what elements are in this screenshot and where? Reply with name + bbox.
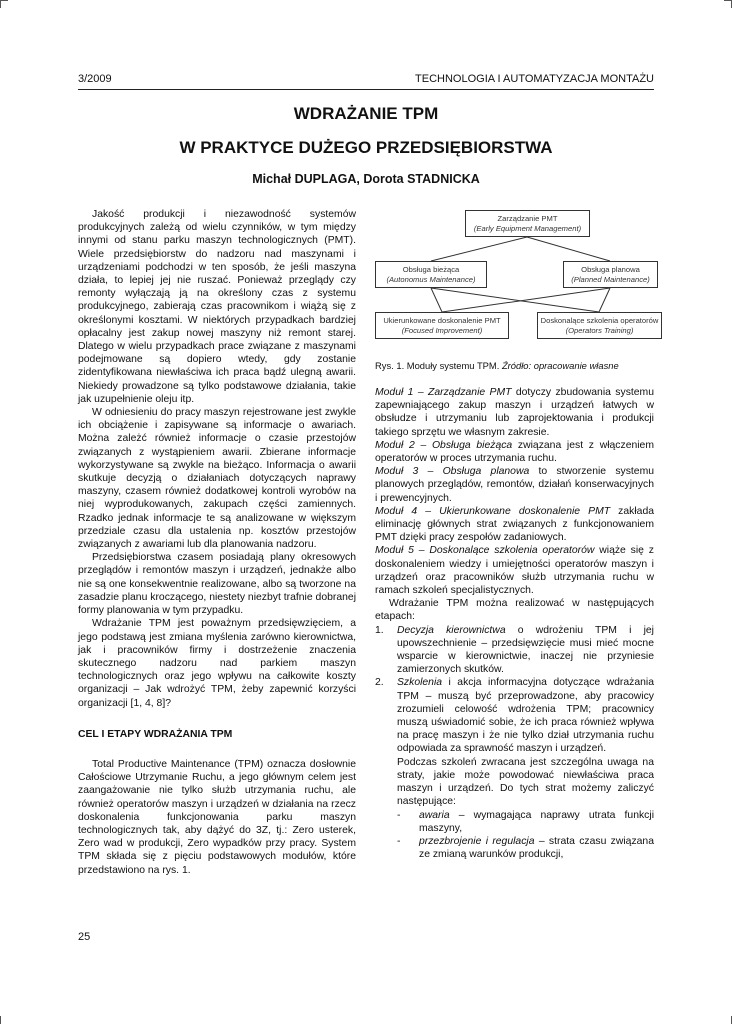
list-item: [375, 676, 654, 861]
box-sublabel: (Focused Improvement): [401, 326, 483, 335]
module-name: Moduł 1 – Zarządzanie PMT: [375, 387, 512, 398]
list-dash: -: [397, 835, 401, 847]
module-description: [375, 544, 654, 597]
loss-text: – wymagająca naprawy utrata funkcji maszyny,: [419, 809, 654, 834]
box-planned-maintenance: [563, 261, 658, 288]
list-number: 1.: [375, 624, 384, 636]
stage-text: o wdrożeniu TPM i jej upowszechnienie – przedsięwzięcie musi mieć mocne wsparcie w kierownictwie, inaczej nie przyniesie zamierzonych skutków.: [397, 624, 654, 676]
connector-line: [431, 237, 527, 261]
box-label: Ukierunkowane doskonalenie PMT: [383, 316, 501, 325]
article-title-line2: W PRAKTYCE DUŻEGO PRZEDSIĘBIORSTWA: [179, 138, 553, 157]
stage-name: Szkolenia: [397, 677, 443, 689]
module-name: Moduł 2 – Obsługa bieżąca: [375, 439, 513, 451]
box-label: Obsługa planowa: [581, 265, 640, 274]
list-item: [397, 809, 654, 835]
connector-line: [431, 288, 599, 312]
paragraph: Total Productive Maintenance (TPM) oznacza dosłownie Całościowe Utrzymanie Ruchu, a jego głównym celem jest zaangażowanie nie tylko służb utrzymania ruchu, ale również operatorów maszyn i urządzeń w działania na rzecz doskonalenia funkcjonowania parku maszyn technologicznych tak, aby dążyć do 3Z, tj.: Zero usterek, Zero wad w produkcji, Zero wypadków przy pracy. System TPM składa się z pięciu podstawowych modułów, które przedstawiono na rys. 1.: [78, 758, 356, 876]
paragraph: W odniesieniu do pracy maszyn rejestrowane jest zwykle ich obciążenie i zapisywane są informacje o awariach. Można zależć również informacje o czasie przestojów związanych z wystąpieniem awarii. Zbierane informacje wykorzystywane są zwykle na bieżąco. Informacja o awarii skutkuje decyzją o działaniach dotyczących naprawy maszyny, czasem również dodatkowej kontroli wyrobów na niej wyprodukowanych, zakupach części zamiennych. Rzadko jednak informacje te są analizowane w większym przedziale czasu dla ustalenia np. kosztów przestojów związanych z awariami lub dla planowania nadzoru.: [78, 407, 356, 551]
box-autonomous-maintenance: [375, 261, 487, 288]
list-item: [397, 835, 654, 861]
paragraph: Wdrażanie TPM jest poważnym przedsięwzięciem, a jego podstawą jest zmiana myślenia zarówno kierownictwa, jak i pracowników firmy i dostrzeżenie znaczenia skutecznego nadzoru nad parkiem maszyn technologicznych oraz jego wpływu na całkowite koszty organizacji – Jak wdrożyć TPM, żeby zapewnić korzyści organizacji [1, 4, 8]?: [78, 618, 356, 709]
issue-number: 3/2009: [78, 73, 112, 85]
paragraph: Jakość produkcji i niezawodność systemów produkcyjnych zależą od wielu czynników, w tym między innymi od stanu parku maszyn technologicznych (PMT). Wiele przedsiębiorstw do nadzoru nad maszynami i urządzeniami podchodzi w ten sposób, że jeśli maszyna działa, to lepiej jej nie ruszać. Ponieważ przeglądy czy remonty wyłączają ją na określony czas z systemu produkcyjnego, zabierają czas pracownikom i wiążą się z określonymi kosztami. W niektórych przypadkach bardziej opłacalny jest zakup nowej maszyny niż remont starej. Dlatego w wielu przypadkach prace związane z maszynami podejmowane są dopiero wtedy, gdy zostanie zidentyfikowana niewłaściwa ich praca bądź ulegną awarii. Niekiedy prowadzone są tylko podstawowe działania, takie jak uzupełnienie oleju itp.: [78, 209, 356, 405]
authors: Michał DUPLAGA, Dorota STADNICKA: [252, 172, 480, 186]
stages-list: [375, 624, 654, 862]
list-item: [375, 624, 654, 677]
module-description: [375, 386, 654, 439]
connector-line: [527, 237, 610, 261]
module-text: zakłada eliminację głównych strat związanych z funkcjonowaniem PMT dzięki pracy zespołów zadaniowych.: [375, 505, 654, 544]
connector-line: [442, 288, 610, 312]
connector-line: [431, 288, 442, 312]
stages-intro: Wdrażanie TPM można realizować w następujących etapach:: [375, 598, 654, 623]
section-heading: CEL I ETAPY WDRAŻANIA TPM: [78, 728, 233, 740]
box-early-equipment-management: [465, 210, 590, 237]
loss-name: awaria: [419, 809, 450, 821]
box-label: Obsługa bieżąca: [402, 265, 460, 274]
caption-text: Rys. 1. Moduły systemu TPM.: [375, 360, 502, 371]
page-number: 25: [78, 931, 91, 943]
box-sublabel: (Early Equipment Management): [473, 224, 582, 233]
module-text: to stworzenie systemu planowych przeglądów, remontów, działań konserwacyjnych i prewencyjnych.: [375, 466, 654, 504]
module-name: Moduł 5 – Doskonalące szkolenia operatorów: [375, 545, 595, 557]
left-column: [78, 208, 356, 877]
losses-intro: Podczas szkoleń zwracana jest szczególna uwaga na straty, jakie może powodować niewłaściwa praca maszyn i urządzeń. Do tych strat możemy zaliczyć następujące:: [397, 756, 654, 808]
module-description: [375, 465, 654, 505]
module-name: Moduł 3 – Obsługa planowa: [375, 466, 530, 478]
box-label: Zarządzanie PMT: [497, 214, 558, 223]
caption-source: Źródło: opracowanie własne: [501, 360, 619, 371]
loss-text: – strata czasu związana ze zmianą warunków produkcji,: [419, 835, 654, 861]
module-description: [375, 505, 654, 545]
module-description: [375, 439, 654, 465]
box-operators-training: [537, 312, 662, 339]
article-title-line1: WDRAŻANIE TPM: [293, 104, 439, 123]
box-sublabel: (Planned Maintenance): [571, 275, 650, 284]
crop-mark: [0, 1016, 1, 1024]
figure-caption: [375, 360, 619, 371]
right-column: [375, 386, 654, 861]
losses-list: [397, 809, 654, 862]
stage-text: i akcja informacyjna dotyczące wdrażania TPM – muszą być przeprowadzone, aby pracowicy zrozumieli celowość wdrożenia TPM; pracownicy muszą uświadomić sobie, że ich praca również wpływa na pracę maszyn i że nie tylko dział utrzymania ruchu odpowiada za sprawność maszyn i urządzeń.: [397, 677, 654, 755]
crop-mark: [724, 0, 732, 1]
box-sublabel: (Operators Training): [565, 326, 634, 335]
loss-name: przezbrojenie i regulacja: [419, 835, 535, 847]
list-dash: -: [397, 809, 401, 821]
running-header: [78, 73, 654, 90]
module-text: wiąże się z doskonaleniem wiedzy i umiejętności operatorów maszyn i urządzeń oraz pracowników służb utrzymania ruchu w ramach szkoleń specjalistycznych.: [375, 545, 654, 597]
paragraph: Przedsiębiorstwa czasem posiadają plany okresowych przeglądów i remontów maszyn i urządzeń, jednakże albo nie są one konsekwentnie realizowane, albo są tworzone na zasadzie planu kroczącego, niestety niezbyt trafnie dobranej formy planowania w tym przypadku.: [78, 552, 356, 617]
box-label: Doskonalące szkolenia operatorów: [540, 316, 659, 325]
module-text: dotyczy zbudowania systemu zapewniającego zakup maszyn i urządzeń łatwych w obsłudze i utrzymaniu lub zaprojektowania i produkcji takiego sprzętu we własnym zakresie.: [375, 387, 654, 438]
crop-mark: [0, 0, 8, 1]
connector-line: [599, 288, 610, 312]
journal-name: TECHNOLOGIA I AUTOMATYZACJA MONTAŻU: [415, 73, 654, 85]
box-sublabel: (Autonomus Maintenance): [386, 275, 476, 284]
module-name: Moduł 4 – Ukierunkowane doskonalenie PMT: [375, 505, 611, 517]
tpm-modules-diagram: [375, 208, 659, 348]
box-focused-improvement: [375, 312, 509, 339]
list-number: 2.: [375, 677, 384, 689]
module-text: związana jest z włączeniem operatorów w proces utrzymania ruchu.: [375, 439, 654, 465]
crop-mark: [0, 0, 1, 8]
stage-name: Decyzja kierownictwa: [397, 624, 506, 636]
